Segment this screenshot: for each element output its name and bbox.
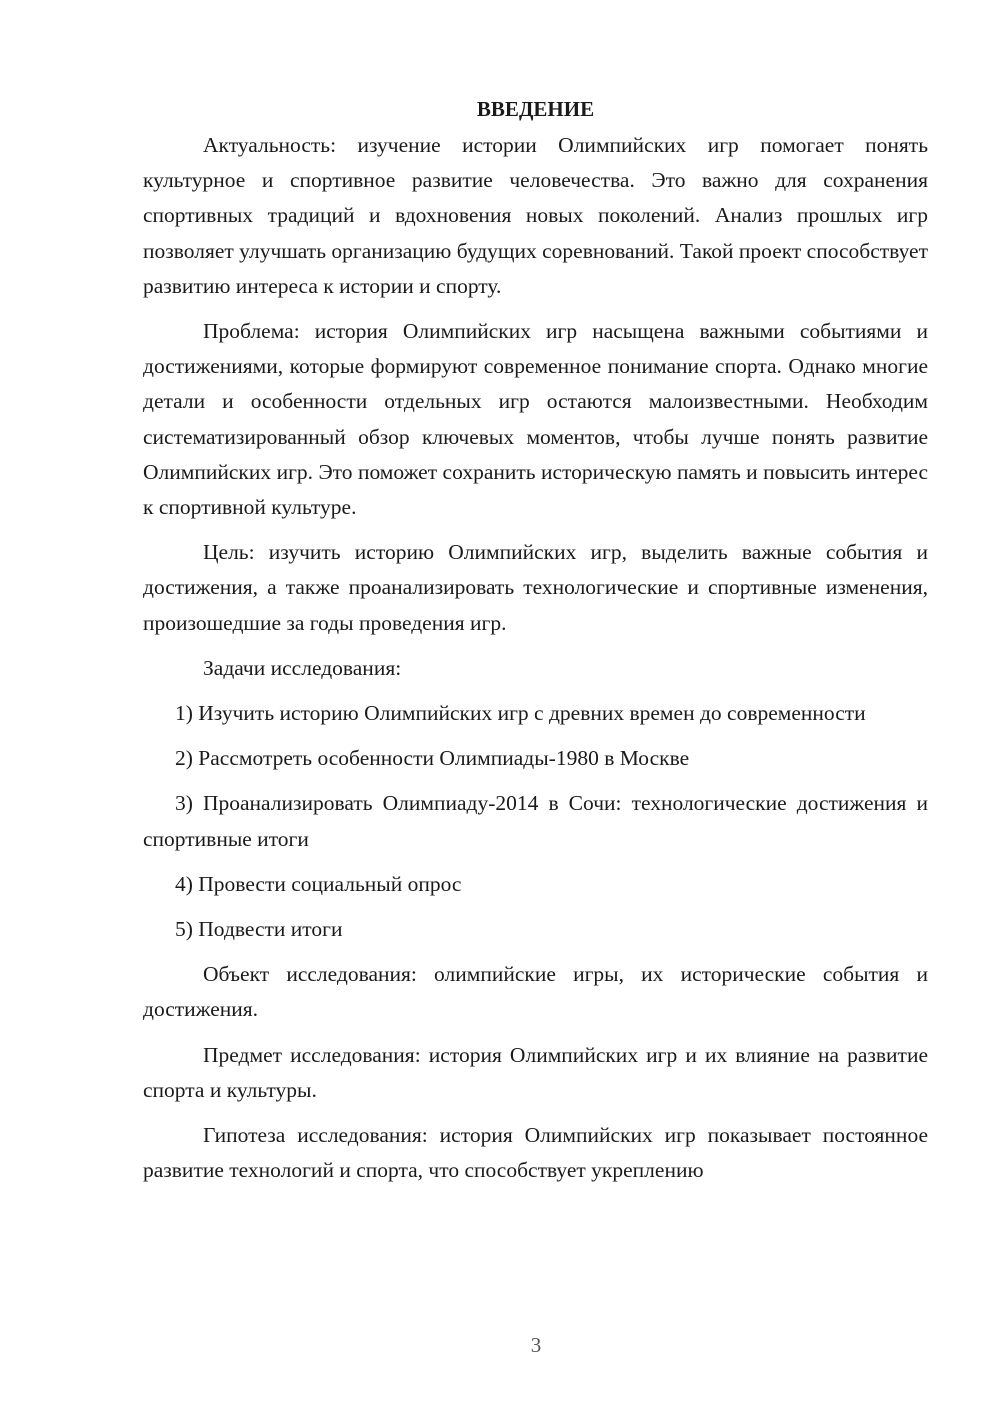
- task-item-2: 2) Рассмотреть особенности Олимпиады-1980 в Москве: [175, 746, 690, 771]
- task-item-3: 3) Проанализировать Олимпиаду-2014 в Сочи: технологические достижения и спортивные итоги: [143, 791, 928, 851]
- task-item-4: 4) Провести социальный опрос: [175, 871, 462, 896]
- paragraph-object: Объект исследования: олимпийские игры, их исторические события и достижения.: [143, 962, 928, 1022]
- page-number: 3: [530, 1333, 542, 1357]
- paragraph-problem: Проблема: история Олимпийских игр насыщена важными событиями и достижениями, которые формируют современное понимание спорта. Однако многие детали и особенности отдельных игр остаются малоизвестными. Необходим систематизированный обзор ключевых моментов, чтобы лучше понять развитие Олимпийских игр. Это поможет сохранить историческую память и повысить интерес к спортивной культуре.: [143, 319, 928, 520]
- paragraph-subject: Предмет исследования: история Олимпийских игр и их влияние на развитие спорта и культуры.: [143, 1042, 928, 1102]
- task-item-1: 1) Изучить историю Олимпийских игр с древних времен до современности: [175, 701, 866, 726]
- tasks-heading: Задачи исследования:: [203, 655, 402, 680]
- task-item-5: 5) Подвести итоги: [175, 917, 343, 942]
- paragraph-relevance: Актуальность: изучение истории Олимпийских игр помогает понять культурное и спортивное развитие человечества. Это важно для сохранения спортивных традиций и вдохновения новых поколений. Анализ прошлых игр позволяет улучшать организацию будущих соревнований. Такой проект способствует развитию интереса к истории и спорту.: [143, 133, 928, 298]
- page-title: ВВЕДЕНИЕ: [476, 97, 595, 121]
- paragraph-hypothesis: Гипотеза исследования: история Олимпийских игр показывает постоянное развитие технологий и спорта, что способствует укреплению: [143, 1123, 928, 1183]
- document-page: [143, 94, 928, 1198]
- paragraph-goal: Цель: изучить историю Олимпийских игр, выделить важные события и достижения, а также проанализировать технологические и спортивные изменения, произошедшие за годы проведения игр.: [143, 540, 928, 635]
